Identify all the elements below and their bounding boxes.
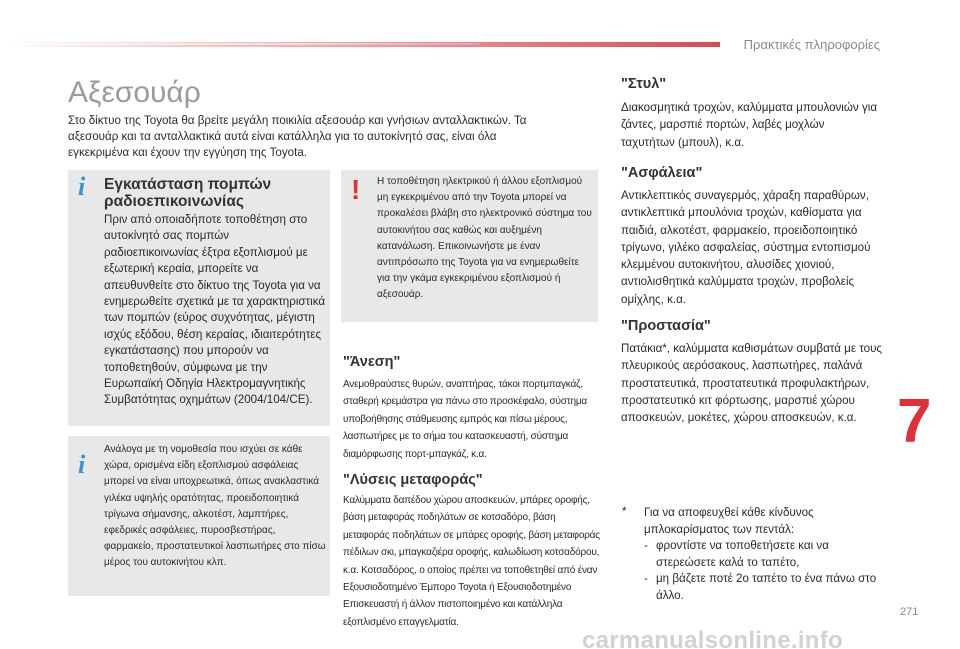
footnote-item: - μη βάζετε ποτέ 2ο ταπέτο το ένα πάνω στο άλλο. (644, 571, 884, 604)
footnote-list (644, 538, 884, 604)
footnote-text: Για να αποφευχθεί κάθε κίνδυνος μπλοκαρίσματος των πεντάλ: (644, 506, 814, 536)
style-title: "Στυλ" (621, 76, 667, 92)
watermark: carmanualsonline.info (582, 627, 844, 649)
section-header: Πρακτικές πληροφορίες (743, 37, 880, 52)
warning-box (341, 170, 598, 322)
style-text: Διακοσμητικά τροχών, καλύμματα μπουλονιών για ζάντες, μαρσπιέ πορτών, λαβές μοχλών ταχυτήτων (μπουλ), κ.α. (621, 101, 878, 149)
safety-title: "Ασφάλεια" (621, 165, 703, 181)
page-title: Αξεσουάρ (68, 76, 201, 109)
comfort-text: Ανεμοθραύστες θυρών, αναπτήρας, τάκοι πορτμπαγκάζ, σταθερή κρεμάστρα για πάνω στο προσκέφαλο, σύστημα υποβοήθησης στάθμευσης εμπρός και πίσω μέρους, λασπωτήρες με το σήμα του κατασκευαστή, σύστημα διαμόρφωσης πορτ-μπαγκάζ, κ.α. (343, 379, 587, 460)
intro-paragraph: Στο δίκτυο της Toyota θα βρείτε μεγάλη ποικιλία αξεσουάρ και γνήσιων ανταλλακτικών. Τα αξεσουάρ και τα ανταλλακτικά αυτά είναι κατάλληλα για το αυτοκίνητό σας, είναι όλα εγκεκριμένα και έχουν την εγγύηση της Toyota. (68, 114, 527, 159)
chapter-number: 7 (897, 387, 932, 456)
info-icon: i (78, 172, 86, 201)
page-number: 271 (900, 606, 919, 618)
legal-box-text: Ανάλογα με τη νομοθεσία που ισχύει σε κάθε χώρα, ορισμένα είδη εξοπλισμού ασφάλειας μπορεί να είναι υποχρεωτικά, όπως ανακλαστικά γιλέκα υψηλής ορατότητας, προειδοποιητικά τρίγωνα σήμανσης, αλκοτέστ, λαμπτήρες, εφεδρικές ασφάλειες, πυροσβεστήρας, φαρμακείο, προστατευτικοί λασπωτήρες στο πίσω μέρος του αυτοκινήτου κλπ. (104, 444, 326, 569)
warning-icon: ! (351, 174, 361, 205)
transport-title: "Λύσεις μεταφοράς" (343, 472, 483, 488)
transport-text: Καλύμματα δαπέδου χώρου αποσκευών, μπάρες οροφής, βάση μεταφοράς ποδηλάτων σε κοτσαδόρο, βάση μεταφοράς ποδηλάτων σε μπάρες οροφής, βάση μεταφοράς πέδιλων σκι, μπαγκαζιέρα οροφής, καλωδίωση κοτσαδόρου, κ.α. Κοτσαδόρος, ο οποίος πρέπει να τοποθετηθεί από έναν Εξουσιοδοτημένο Έμπορο Toyota ή Εξουσιοδοτημένο Επισκευαστή ή άλλον πιστοποιημένο και κατάλληλα εξοπλισμένο επαγγελματία. (343, 495, 600, 628)
info-icon: i (78, 450, 86, 479)
radio-box-title: Εγκατάσταση πομπών ραδιοεπικοινωνίας (104, 176, 272, 210)
radio-box-text: Πριν από οποιαδήποτε τοποθέτηση στο αυτοκίνητό σας πομπών ραδιοεπικοινωνίας έξτρα εξοπλισμού με εξωτερική κεραία, μπορείτε να απευθυνθείτε στο δίκτυο της Toyota για να ενημερωθείτε σχετικά με τα χαρακτηριστικά των πομπών (εύρος συχνότητας, μέγιστη ισχύς εξόδου, θέση κεραίας, ιδιαιτερότητες εγκατάστασης) που μπορούν να τοποθετηθούν, σύμφωνα με την Ευρωπαϊκή Οδηγία Ηλεκτρομαγνητικής Συμβατότητας οχημάτων (2004/104/CE). (104, 213, 326, 407)
header-rule-accent (0, 43, 480, 45)
legal-info-box (68, 436, 330, 596)
footnote-mark: * (622, 505, 627, 518)
protection-text: Πατάκια*, καλύμματα καθισμάτων συμβατά με τους πλευρικούς αερόσακους, λασπωτήρες, παλάνά προστατευτικά, προστατευτικά προφυλακτήρων, προστατευτικό κιτ φόρτωσης, μαρσπιέ χώρου αποσκευών, μοκέτες, χώρου αποσκευών, κ.α. (621, 342, 882, 425)
safety-text: Αντικλεπτικός συναγερμός, χάραξη παραθύρων, αντικλεπτικά μπουλόνια τροχών, καθίσματα για παιδιά, αλκοτέστ, φαρμακείο, προειδοποιητικό τρίγωνο, γιλέκο ασφαλείας, σύστημα εντοπισμού κλεμμένου αυτοκινήτου, αλυσίδες χιονιού, αντιολισθητικά καλύμματα τροχών, προβολείς ομίχλης, κ.α. (621, 189, 871, 306)
comfort-title: "Άνεση" (343, 354, 401, 370)
radio-installation-box (68, 170, 330, 426)
protection-title: "Προστασία" (621, 318, 711, 334)
warning-box-text: Η τοποθέτηση ηλεκτρικού ή άλλου εξοπλισμού μη εγκεκριμένου από την Toyota μπορεί να προκαλέσει βλάβη στο ηλεκτρονικό σύστημα του αυτοκινήτου σας καθώς και αυξημένη κατανάλωση. Επικοινωνήστε με έναν αντιπρόσωπο της Toyota για να ενημερωθείτε για την γκάμα εγκεκριμένου εξοπλισμού ή αξεσουάρ. (377, 176, 592, 301)
footnote-item: - φροντίστε να τοποθετήσετε και να στερεώσετε καλά το ταπέτο, (644, 538, 884, 571)
